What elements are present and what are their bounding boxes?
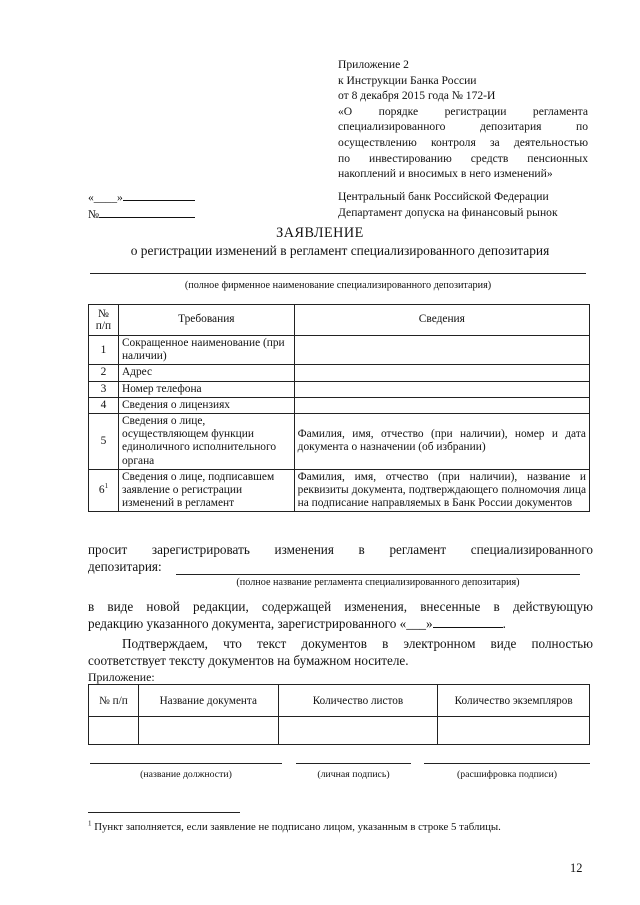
header-num-line: № <box>98 308 109 320</box>
att-header-sheets: Количество листов <box>278 685 438 717</box>
date-label: «____» <box>88 191 123 204</box>
table-header-row <box>89 305 590 336</box>
decode-line[interactable] <box>424 763 590 764</box>
request-paragraph-line: просит зарегистрировать изменения в регламент специализированного <box>88 542 593 557</box>
annex-line: накоплений и вносимых в него изменений» <box>338 167 553 181</box>
annex-line: Приложение 2 <box>338 58 409 71</box>
sentence-end: . <box>502 616 506 631</box>
annex-line: по инвестированию средств пенсионных <box>338 151 588 165</box>
row-number: 4 <box>89 397 119 413</box>
decode-caption: (расшифровка подписи) <box>456 769 557 780</box>
table-row <box>89 381 590 397</box>
footnote-mark: 1 <box>88 819 92 828</box>
footnote-text: Пункт заполняется, если заявление не подписано лицом, указанным в строке 5 таблицы. <box>91 821 501 833</box>
table-row <box>89 365 590 381</box>
footnote-separator <box>88 812 240 813</box>
header-num <box>89 305 119 336</box>
position-caption: (название должности) <box>140 769 232 780</box>
att-cell[interactable] <box>138 717 278 745</box>
confirm-paragraph-line: Подтверждаем, что текст документов в электронном виде полностью <box>122 636 593 651</box>
row-requirement: Сведения о лице, подписавшем заявление о регистрации изменений в регламент <box>118 469 294 512</box>
date-field[interactable] <box>88 189 195 206</box>
row-information[interactable] <box>294 397 589 413</box>
att-header-copies: Количество экземпляров <box>438 685 590 717</box>
att-header-num: № п/п <box>89 685 139 717</box>
signature-caption: (личная подпись) <box>317 769 390 780</box>
depositary-name-line[interactable] <box>90 273 586 274</box>
attachment-header-row <box>89 685 590 717</box>
row-number: 5 <box>89 414 119 470</box>
number-label: № <box>88 207 100 221</box>
row-requirement: Сведения о лице, осуществляющем функции единоличного исполнительного органа <box>118 414 294 470</box>
reglament-name-caption: (полное название регламента специализированного депозитария) <box>236 577 520 588</box>
row-number <box>89 469 119 512</box>
number-blank <box>99 206 195 218</box>
edition-paragraph-line <box>88 615 593 632</box>
row-requirement: Адрес <box>118 365 294 381</box>
signature-line[interactable] <box>296 763 411 764</box>
footnote-ref: 1 <box>104 482 109 491</box>
annex-line: к Инструкции Банка России <box>338 73 477 87</box>
footnote <box>88 821 501 833</box>
number-field[interactable] <box>88 206 195 223</box>
date-blank <box>123 189 195 201</box>
date-number-fields <box>88 189 195 222</box>
attachment-table <box>88 684 590 745</box>
table-row <box>89 397 590 413</box>
att-cell[interactable] <box>438 717 590 745</box>
annex-line: «О порядке регистрации регламента <box>338 104 588 118</box>
row-requirement: Сокращенное наименование (при наличии) <box>118 336 294 365</box>
header-num-line: п/п <box>95 320 112 332</box>
addressee <box>338 189 558 220</box>
att-header-name: Название документа <box>138 685 278 717</box>
annex-reference <box>338 57 588 182</box>
addressee-line: Департамент допуска на финансовый рынок <box>338 205 558 219</box>
row-information[interactable] <box>294 336 589 365</box>
reglament-name-line[interactable] <box>176 574 580 575</box>
requirements-table <box>88 304 590 512</box>
row-number: 1 <box>89 336 119 365</box>
annex-line: специализированного депозитария по <box>338 120 588 134</box>
row-information[interactable] <box>294 365 589 381</box>
att-cell[interactable] <box>89 717 139 745</box>
depositary-name-caption: (полное фирменное наименование специализированного депозитария) <box>184 280 492 291</box>
row-information: Фамилия, имя, отчество (при наличии), номер и дата документа о назначении (об избрании) <box>294 414 589 470</box>
row-information: Фамилия, имя, отчество (при наличии), название и реквизиты документа, подтверждающего полномочия лица на подписание направляемых в Банк России документов <box>294 469 589 512</box>
table-row <box>89 469 590 512</box>
position-line[interactable] <box>90 763 282 764</box>
attachment-row <box>89 717 590 745</box>
attachment-label: Приложение: <box>88 670 155 684</box>
row-requirement: Сведения о лицензиях <box>118 397 294 413</box>
table-row <box>89 336 590 365</box>
addressee-line: Центральный банк Российской Федерации <box>338 190 549 203</box>
row-number: 3 <box>89 381 119 397</box>
confirm-paragraph-line: соответствует тексту документов на бумажном носителе. <box>88 653 409 668</box>
table-row <box>89 414 590 470</box>
edition-paragraph-line: в виде новой редакции, содержащей изменения, внесенные в действующую <box>88 599 593 614</box>
annex-line: осуществлению контроля за деятельностью <box>338 135 588 149</box>
row-number: 2 <box>89 365 119 381</box>
document-title: ЗАЯВЛЕНИЕ <box>276 225 364 241</box>
document-subtitle: о регистрации изменений в регламент специализированного депозитария <box>130 243 550 258</box>
page-number: 12 <box>570 861 583 875</box>
request-paragraph-line: депозитария: <box>88 559 162 574</box>
edition-date-text: редакцию указанного документа, зарегистрированного «___» <box>88 616 433 631</box>
annex-line: от 8 декабря 2015 года № 172-И <box>338 89 496 103</box>
edition-date-blank[interactable] <box>433 616 503 628</box>
header-requirements: Требования <box>118 305 294 336</box>
row-number-text: 6 <box>98 484 105 497</box>
row-requirement: Номер телефона <box>118 381 294 397</box>
header-information: Сведения <box>294 305 589 336</box>
row-information[interactable] <box>294 381 589 397</box>
att-cell[interactable] <box>278 717 438 745</box>
